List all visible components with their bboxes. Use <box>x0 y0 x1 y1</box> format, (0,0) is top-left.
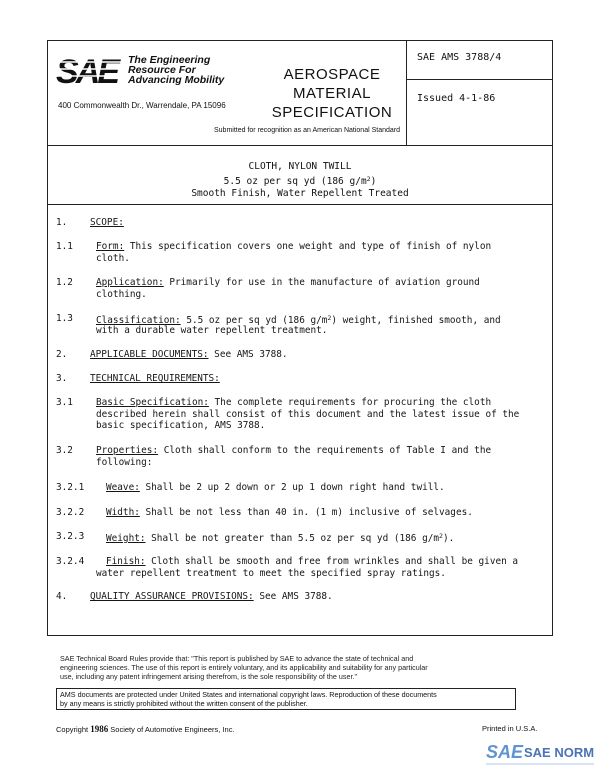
section-heading: APPLICABLE DOCUMENTS: <box>90 349 209 360</box>
section-text: Shall be not greater than 5.5 oz per sq yd (186 g/m <box>145 533 440 544</box>
superscript: 2 <box>327 314 332 322</box>
section-heading: Basic Specification: <box>96 397 209 408</box>
section-line <box>106 531 454 545</box>
section-line <box>106 482 445 494</box>
sae-norm-watermark <box>486 740 596 768</box>
section-heading: QUALITY ASSURANCE PROVISIONS: <box>90 591 254 602</box>
watermark-logo: SAE <box>486 742 524 762</box>
weight-text: 5.5 oz per sq yd (186 g/m <box>223 176 367 187</box>
section-number: 3.2 <box>56 445 73 456</box>
specification-frame <box>47 40 553 636</box>
section-heading: Weight: <box>106 533 146 544</box>
note-line-3: use, including any patent infringement arising therefrom, is the sole responsibility of the user." <box>60 672 357 682</box>
section-text: This specification covers one weight and type of finish of nylon <box>124 241 492 252</box>
material-title-line-1: CLOTH, NYLON TWILL <box>248 161 352 172</box>
document-type-title <box>266 65 398 122</box>
section-number: 3. <box>56 373 68 384</box>
section-text-cont: with a durable water repellent treatment. <box>96 324 328 336</box>
section-number: 1.1 <box>56 241 73 252</box>
section-heading: Application: <box>96 277 164 288</box>
section-text: 5.5 oz per sq yd (186 g/m <box>180 315 328 326</box>
note-line-1: SAE Technical Board Rules provide that: "This report is published by SAE to advance the state of technical and <box>60 654 414 663</box>
sae-logo <box>56 53 122 87</box>
section-text-cont: clothing. <box>96 288 147 300</box>
section-text: Primarily for use in the manufacture of aviation ground <box>163 277 480 288</box>
technical-board-note <box>60 654 520 682</box>
title-line-aerospace: AEROSPACE <box>283 66 381 83</box>
section-heading: Width: <box>106 507 140 518</box>
section-line <box>96 397 491 409</box>
org-tagline <box>128 55 224 85</box>
section-line <box>90 591 333 603</box>
section-heading: Properties: <box>96 445 159 456</box>
section-text-b: ). <box>442 533 455 544</box>
section-line <box>96 277 480 289</box>
section-text: Shall be not less than 40 in. (1 m) inclusive of selvages. <box>139 507 473 518</box>
section-line <box>96 241 491 253</box>
section-text-cont: following: <box>96 456 153 468</box>
section-number: 1.2 <box>56 277 73 288</box>
weight-close: ) <box>370 176 377 187</box>
section-text: The complete requirements for procuring the cloth <box>208 397 492 408</box>
material-title-line-2 <box>48 173 552 188</box>
superscript: 2 <box>439 532 443 540</box>
section-number: 3.1 <box>56 397 73 408</box>
section-heading: Finish: <box>106 556 146 567</box>
material-title <box>48 147 552 205</box>
note-line-2: engineering sciences. The use of this report is entirely voluntary, and its applicability and suitability for any particular <box>60 663 428 673</box>
section-number: 1.3 <box>56 313 73 324</box>
section-number: 2. <box>56 349 68 360</box>
org-line-3: Advancing Mobility <box>128 74 225 86</box>
address: 400 Commonwealth Dr., Warrendale, PA 15096 <box>58 101 226 110</box>
section-heading: TECHNICAL REQUIREMENTS: <box>90 373 220 384</box>
submitted-note: Submitted for recognition as an American National Standard <box>214 127 400 134</box>
copyright-label: Copyright <box>56 725 89 734</box>
header-right <box>406 41 552 145</box>
section-line <box>106 507 473 519</box>
section-line <box>90 349 288 361</box>
title-line-material: MATERIAL <box>293 85 371 102</box>
weight-superscript: 2 <box>366 175 371 183</box>
section-text-b: ) weight, finished smooth, and <box>331 315 501 326</box>
watermark-brand: SAE NORM <box>524 745 595 760</box>
section-heading: SCOPE: <box>90 217 124 228</box>
section-number: 3.2.3 <box>56 531 85 542</box>
copyright-line-2: by any means is strictly prohibited without the written consent of the publisher. <box>60 699 308 709</box>
section-text-cont: cloth. <box>96 252 130 264</box>
section-line <box>96 445 491 457</box>
section-number: 3.2.1 <box>56 482 85 493</box>
section-text: Shall be 2 up 2 down or 2 up 1 down right hand twill. <box>139 482 445 493</box>
header-left <box>48 41 406 145</box>
section-number: 4. <box>56 591 68 602</box>
title-line-specification: SPECIFICATION <box>271 104 393 121</box>
section-heading: Form: <box>96 241 125 252</box>
section-text: Cloth shall conform to the requirements of Table I and the <box>158 445 492 456</box>
section-text: See AMS 3788. <box>208 349 288 360</box>
printed-in: Printed in U.S.A. <box>482 724 538 733</box>
material-title-line-3: Smooth Finish, Water Repellent Treated <box>191 188 409 199</box>
copyright-line-1: AMS documents are protected under United States and international copyright laws. Reproduction of these documents <box>60 690 437 699</box>
section-heading: Weave: <box>106 482 140 493</box>
header-divider <box>407 79 552 80</box>
issued-date: Issued 4-1-86 <box>417 93 496 104</box>
section-number: 1. <box>56 217 68 228</box>
copyright-org: Society of Automotive Engineers, Inc. <box>110 725 235 734</box>
org-line-1: The Engineering <box>128 54 211 66</box>
section-text: Cloth shall be smooth and free from wrinkles and shall be given a <box>145 556 519 567</box>
copyright-line <box>56 724 235 734</box>
sae-logo-text: SAE <box>56 53 120 87</box>
ams-number: SAE AMS 3788/4 <box>417 52 502 63</box>
section-number: 3.2.2 <box>56 507 85 518</box>
section-heading: Classification: <box>96 315 181 326</box>
org-line-2: Resource For <box>128 64 196 76</box>
copyright-year: 1986 <box>90 724 109 734</box>
section-text-cont: water repellent treatment to meet the specified spray ratings. <box>96 567 446 579</box>
copyright-notice-box <box>56 688 516 710</box>
section-line <box>106 556 518 568</box>
section-text-cont-2: basic specification, AMS 3788. <box>96 420 266 431</box>
header <box>48 41 552 146</box>
section-number: 3.2.4 <box>56 556 85 567</box>
section-text: See AMS 3788. <box>253 591 333 602</box>
section-text-cont: described herein shall consist of this document and the latest issue of the <box>96 408 520 420</box>
